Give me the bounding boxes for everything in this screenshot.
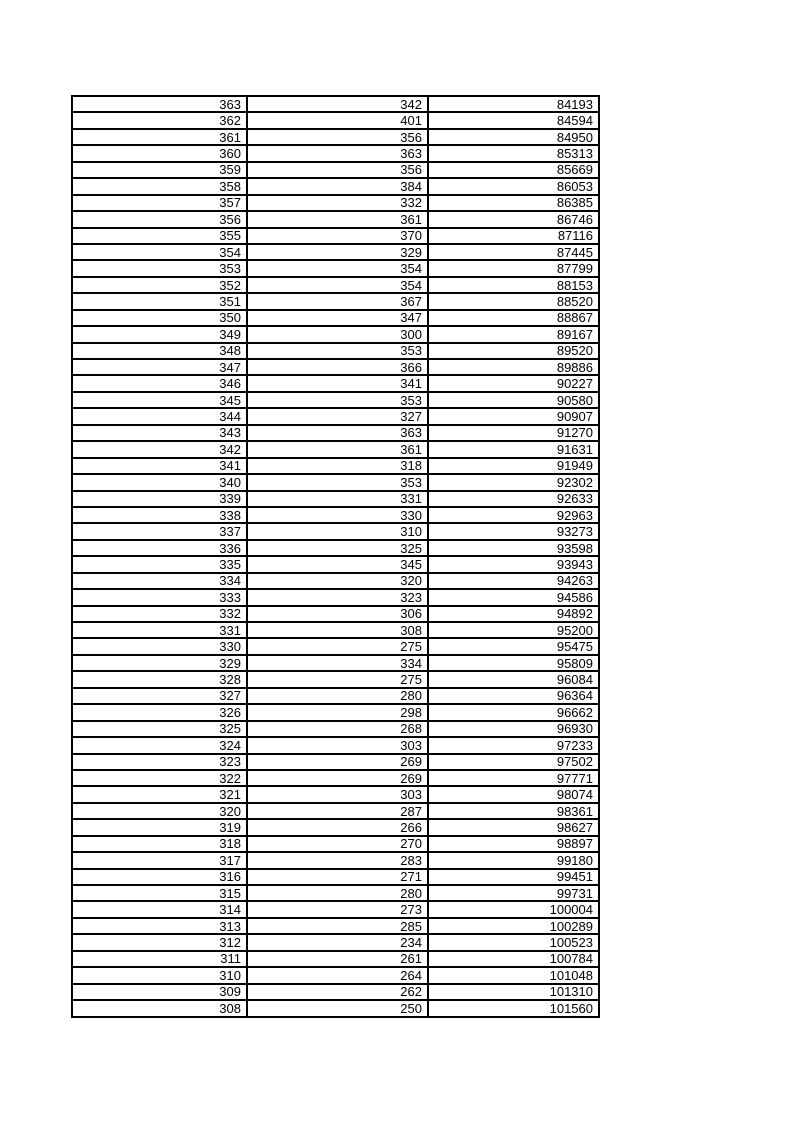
table-cell: 270 [247, 836, 428, 852]
table-cell: 303 [247, 786, 428, 802]
table-cell: 96930 [428, 721, 599, 737]
table-cell: 90227 [428, 375, 599, 391]
table-cell: 234 [247, 934, 428, 950]
table-cell: 318 [247, 458, 428, 474]
table-row [72, 967, 599, 983]
data-table [71, 95, 600, 1018]
table-row [72, 293, 599, 309]
table-cell: 317 [72, 852, 247, 868]
table-cell: 327 [72, 688, 247, 704]
table-cell: 332 [72, 606, 247, 622]
table-row [72, 737, 599, 753]
table-cell: 308 [247, 622, 428, 638]
table-cell: 100784 [428, 951, 599, 967]
table-row [72, 507, 599, 523]
table-row [72, 408, 599, 424]
table-cell: 333 [72, 589, 247, 605]
table-cell: 358 [72, 178, 247, 194]
table-cell: 370 [247, 228, 428, 244]
table-cell: 334 [247, 655, 428, 671]
table-cell: 363 [72, 96, 247, 112]
table-cell: 99451 [428, 869, 599, 885]
table-cell: 342 [72, 441, 247, 457]
table-cell: 309 [72, 984, 247, 1000]
table-row [72, 885, 599, 901]
table-row [72, 721, 599, 737]
table-row [72, 310, 599, 326]
table-cell: 363 [247, 425, 428, 441]
table-cell: 329 [247, 244, 428, 260]
table-row [72, 688, 599, 704]
table-cell: 280 [247, 688, 428, 704]
table-row [72, 392, 599, 408]
table-cell: 325 [72, 721, 247, 737]
table-cell: 355 [72, 228, 247, 244]
table-cell: 342 [247, 96, 428, 112]
table-cell: 269 [247, 770, 428, 786]
table-cell: 94263 [428, 573, 599, 589]
table-row [72, 803, 599, 819]
table-cell: 350 [72, 310, 247, 326]
table-row [72, 96, 599, 112]
table-cell: 92963 [428, 507, 599, 523]
table-cell: 328 [72, 671, 247, 687]
table-row [72, 934, 599, 950]
table-row [72, 606, 599, 622]
table-cell: 352 [72, 277, 247, 293]
table-row [72, 984, 599, 1000]
table-cell: 329 [72, 655, 247, 671]
table-cell: 320 [72, 803, 247, 819]
table-cell: 85313 [428, 145, 599, 161]
table-cell: 335 [72, 556, 247, 572]
table-cell: 97233 [428, 737, 599, 753]
table-cell: 353 [72, 260, 247, 276]
table-row [72, 540, 599, 556]
table-cell: 93943 [428, 556, 599, 572]
table-cell: 353 [247, 474, 428, 490]
table-cell: 91270 [428, 425, 599, 441]
table-row [72, 786, 599, 802]
table-cell: 341 [247, 375, 428, 391]
table-cell: 88153 [428, 277, 599, 293]
table-cell: 261 [247, 951, 428, 967]
table-cell: 271 [247, 869, 428, 885]
table-cell: 332 [247, 195, 428, 211]
table-cell: 287 [247, 803, 428, 819]
table-row [72, 556, 599, 572]
table-cell: 86053 [428, 178, 599, 194]
table-cell: 266 [247, 819, 428, 835]
table-cell: 99731 [428, 885, 599, 901]
table-cell: 84193 [428, 96, 599, 112]
table-cell: 98897 [428, 836, 599, 852]
table-cell: 273 [247, 901, 428, 917]
table-cell: 351 [72, 293, 247, 309]
table-row [72, 162, 599, 178]
table-row [72, 901, 599, 917]
table-cell: 344 [72, 408, 247, 424]
table-cell: 101048 [428, 967, 599, 983]
table-cell: 87799 [428, 260, 599, 276]
table-row [72, 277, 599, 293]
table-cell: 356 [247, 129, 428, 145]
table-cell: 98074 [428, 786, 599, 802]
table-cell: 336 [72, 540, 247, 556]
table-row [72, 228, 599, 244]
table-cell: 318 [72, 836, 247, 852]
table-cell: 250 [247, 1000, 428, 1016]
table-cell: 88520 [428, 293, 599, 309]
table-cell: 89886 [428, 359, 599, 375]
table-cell: 363 [247, 145, 428, 161]
table-cell: 353 [247, 392, 428, 408]
table-cell: 384 [247, 178, 428, 194]
table-cell: 330 [72, 638, 247, 654]
table-cell: 315 [72, 885, 247, 901]
table-row [72, 819, 599, 835]
table-cell: 100289 [428, 918, 599, 934]
table-cell: 300 [247, 326, 428, 342]
table-cell: 324 [72, 737, 247, 753]
table-cell: 345 [72, 392, 247, 408]
table-row [72, 704, 599, 720]
table-row [72, 1000, 599, 1016]
table-cell: 326 [72, 704, 247, 720]
table-cell: 85669 [428, 162, 599, 178]
table-cell: 367 [247, 293, 428, 309]
table-cell: 401 [247, 112, 428, 128]
table-row [72, 869, 599, 885]
table-row [72, 425, 599, 441]
table-row [72, 491, 599, 507]
table-cell: 94892 [428, 606, 599, 622]
table-cell: 92302 [428, 474, 599, 490]
table-cell: 313 [72, 918, 247, 934]
table-cell: 340 [72, 474, 247, 490]
table-cell: 356 [247, 162, 428, 178]
table-row [72, 112, 599, 128]
table-cell: 262 [247, 984, 428, 1000]
table-cell: 347 [247, 310, 428, 326]
table-cell: 308 [72, 1000, 247, 1016]
table-cell: 323 [247, 589, 428, 605]
table-cell: 361 [247, 211, 428, 227]
table-cell: 354 [247, 277, 428, 293]
table-cell: 303 [247, 737, 428, 753]
table-cell: 96662 [428, 704, 599, 720]
table-cell: 312 [72, 934, 247, 950]
table-cell: 310 [247, 523, 428, 539]
table-cell: 91631 [428, 441, 599, 457]
table-cell: 101560 [428, 1000, 599, 1016]
table-cell: 269 [247, 754, 428, 770]
table-cell: 330 [247, 507, 428, 523]
table-row [72, 655, 599, 671]
table-row [72, 458, 599, 474]
table-cell: 89167 [428, 326, 599, 342]
table-cell: 298 [247, 704, 428, 720]
table-cell: 98361 [428, 803, 599, 819]
table-cell: 86385 [428, 195, 599, 211]
table-cell: 338 [72, 507, 247, 523]
table-cell: 90580 [428, 392, 599, 408]
table-cell: 90907 [428, 408, 599, 424]
table-cell: 283 [247, 852, 428, 868]
table-row [72, 770, 599, 786]
table-row [72, 178, 599, 194]
table-cell: 311 [72, 951, 247, 967]
table-row [72, 441, 599, 457]
table-row [72, 474, 599, 490]
table-cell: 366 [247, 359, 428, 375]
table-cell: 356 [72, 211, 247, 227]
table-cell: 343 [72, 425, 247, 441]
table-row [72, 195, 599, 211]
table-row [72, 754, 599, 770]
table-cell: 92633 [428, 491, 599, 507]
table-cell: 331 [72, 622, 247, 638]
table-row [72, 836, 599, 852]
table-cell: 285 [247, 918, 428, 934]
table-row [72, 589, 599, 605]
table-row [72, 573, 599, 589]
table-row [72, 145, 599, 161]
table-cell: 359 [72, 162, 247, 178]
table-row [72, 326, 599, 342]
table-row [72, 951, 599, 967]
table-cell: 84950 [428, 129, 599, 145]
table-cell: 348 [72, 343, 247, 359]
table-cell: 339 [72, 491, 247, 507]
table-cell: 314 [72, 901, 247, 917]
table-cell: 353 [247, 343, 428, 359]
table-cell: 354 [247, 260, 428, 276]
table-row [72, 375, 599, 391]
table-cell: 319 [72, 819, 247, 835]
table-cell: 88867 [428, 310, 599, 326]
table-cell: 322 [72, 770, 247, 786]
table-cell: 101310 [428, 984, 599, 1000]
table-cell: 327 [247, 408, 428, 424]
table-cell: 93598 [428, 540, 599, 556]
table-cell: 361 [247, 441, 428, 457]
table-cell: 280 [247, 885, 428, 901]
table-cell: 95200 [428, 622, 599, 638]
table-cell: 275 [247, 671, 428, 687]
table-cell: 96364 [428, 688, 599, 704]
table-cell: 341 [72, 458, 247, 474]
table-cell: 346 [72, 375, 247, 391]
table-cell: 360 [72, 145, 247, 161]
table-cell: 331 [247, 491, 428, 507]
table-cell: 99180 [428, 852, 599, 868]
table-row [72, 523, 599, 539]
table-cell: 268 [247, 721, 428, 737]
table-cell: 320 [247, 573, 428, 589]
table-row [72, 244, 599, 260]
table-cell: 87445 [428, 244, 599, 260]
table-cell: 91949 [428, 458, 599, 474]
table-cell: 97502 [428, 754, 599, 770]
table-cell: 334 [72, 573, 247, 589]
table-cell: 100523 [428, 934, 599, 950]
table-body [72, 96, 599, 1017]
table-cell: 354 [72, 244, 247, 260]
table-cell: 100004 [428, 901, 599, 917]
table-row [72, 671, 599, 687]
table-cell: 357 [72, 195, 247, 211]
table-cell: 95475 [428, 638, 599, 654]
table-cell: 275 [247, 638, 428, 654]
table-cell: 316 [72, 869, 247, 885]
table-cell: 321 [72, 786, 247, 802]
table-cell: 323 [72, 754, 247, 770]
table-cell: 362 [72, 112, 247, 128]
table-cell: 86746 [428, 211, 599, 227]
table-row [72, 359, 599, 375]
table-cell: 306 [247, 606, 428, 622]
table-cell: 325 [247, 540, 428, 556]
table-cell: 94586 [428, 589, 599, 605]
table-row [72, 852, 599, 868]
table-cell: 89520 [428, 343, 599, 359]
table-cell: 95809 [428, 655, 599, 671]
table-cell: 93273 [428, 523, 599, 539]
table-cell: 345 [247, 556, 428, 572]
table-row [72, 211, 599, 227]
table-cell: 96084 [428, 671, 599, 687]
table-row [72, 918, 599, 934]
table-cell: 349 [72, 326, 247, 342]
table-cell: 347 [72, 359, 247, 375]
table-cell: 361 [72, 129, 247, 145]
table-row [72, 343, 599, 359]
table-cell: 337 [72, 523, 247, 539]
table-cell: 97771 [428, 770, 599, 786]
table-row [72, 622, 599, 638]
table-cell: 84594 [428, 112, 599, 128]
table-cell: 87116 [428, 228, 599, 244]
table-row [72, 129, 599, 145]
table-row [72, 260, 599, 276]
table-cell: 98627 [428, 819, 599, 835]
table-cell: 310 [72, 967, 247, 983]
table-cell: 264 [247, 967, 428, 983]
table-row [72, 638, 599, 654]
